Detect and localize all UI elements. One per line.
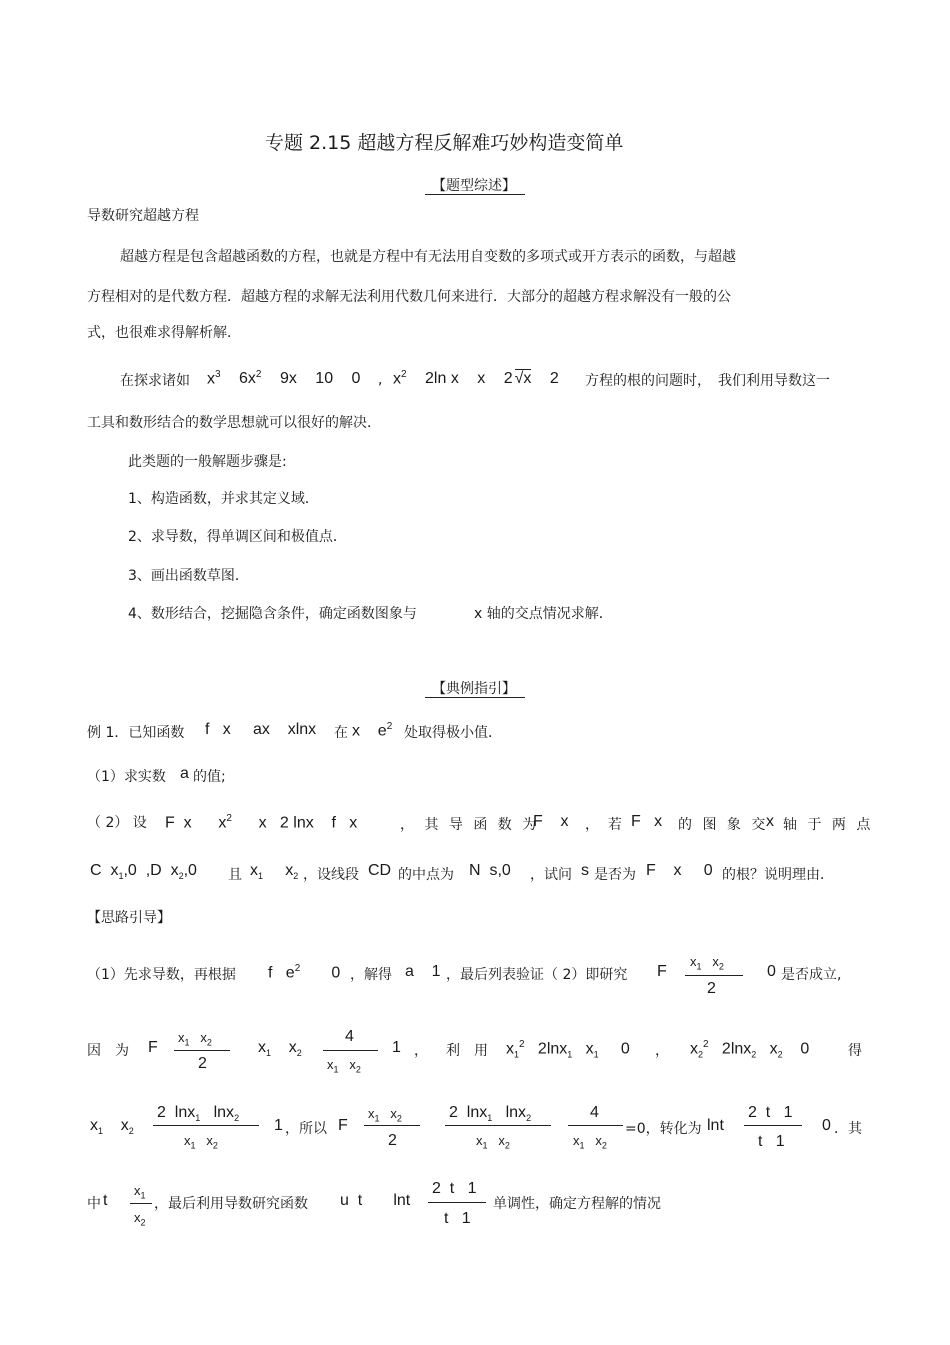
paragraph-line: 超越方程是包含超越函数的方程，也就是方程中有无法用自变数的多项式或开方表示的函数，与超越 <box>120 249 736 265</box>
header-underline <box>425 697 525 698</box>
section-header-overview: 【题型综述】 <box>432 178 516 194</box>
math-expression: F x $x^2$ x 2 lnx f x <box>165 813 358 832</box>
list-item: 2、求导数，得单调区间和极值点． <box>128 529 347 545</box>
paragraph-text: 方程的根的问题时， 我们利用导数这一 <box>585 373 830 389</box>
list-item-tail: x 轴的交点情况求解． <box>474 606 613 622</box>
math-expression: C $x_1,0$ ,D $x_2,0$ <box>90 862 197 882</box>
question-1: （1）求实数 <box>87 769 166 785</box>
paragraph-line: 工具和数形结合的数学思想就可以很好的解决． <box>87 415 381 431</box>
hint-line: 中 <box>87 1196 101 1212</box>
math-expression: $x^2$ 2ln x x 2 √x 2 <box>393 369 559 388</box>
page-title: 专题 2.15 超越方程反解难巧妙构造变简单 <box>265 132 624 154</box>
math-expression: $x^3$ $6x^2$ 9x 10 0 <box>207 369 361 388</box>
list-item: 3、画出函数草图． <box>128 568 249 584</box>
paragraph-line: 方程相对的是代数方程．超越方程的求解无法利用代数几何来进行．大部分的超越方程求解没有一般的公 <box>87 289 731 305</box>
paragraph-text: 在探求诸如 <box>120 373 190 389</box>
section-header-examples: 【典例指引】 <box>432 681 516 697</box>
subheading: 导数研究超越方程 <box>87 208 199 224</box>
hint-line: （1）先求导数，再根据 <box>87 967 236 983</box>
math-expression: x $e^2$ <box>352 721 393 740</box>
header-underline <box>425 194 525 195</box>
paragraph-line: 式，也很难求得解析解． <box>87 325 241 341</box>
hint-header: 【思路引导】 <box>87 910 171 926</box>
list-item: 1、构造函数，并求其定义域． <box>128 491 319 507</box>
hint-line: 因 为 <box>87 1043 129 1059</box>
math-expression: f x ax xlnx <box>205 721 317 738</box>
example-label: 例 1．已知函数 <box>87 725 185 741</box>
steps-intro: 此类题的一般解题步骤是: <box>128 454 287 470</box>
list-item: 4、数形结合，挖掘隐含条件，确定函数图象与 <box>128 606 417 622</box>
question-2: （ 2） 设 <box>87 815 147 831</box>
